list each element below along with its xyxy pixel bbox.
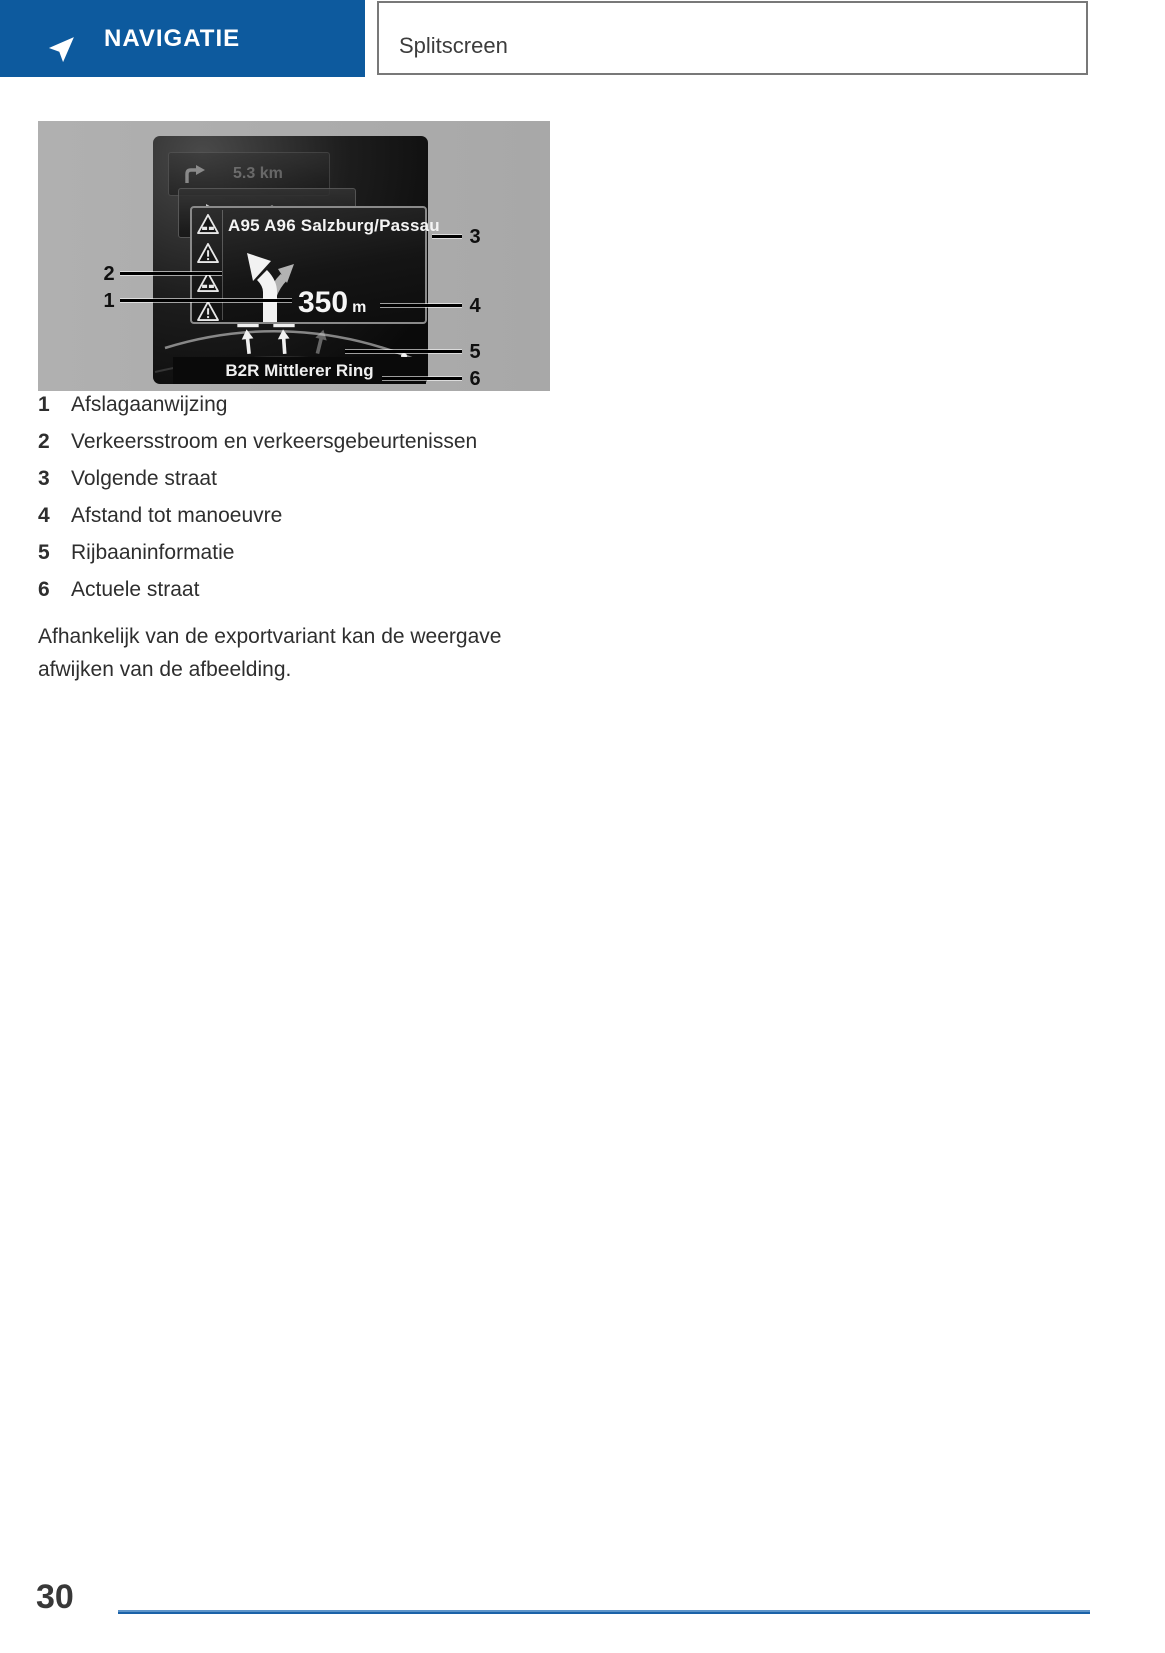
section-box: [377, 1, 1088, 75]
lane-arrow-icon: [309, 324, 331, 356]
legend-item-label: Rijbaaninformatie: [71, 540, 235, 564]
traffic-warning-column: [194, 210, 223, 320]
legend-item: [38, 386, 558, 423]
legend-item-number: 1: [38, 392, 50, 416]
legend-item: [38, 460, 558, 497]
legend-item-label: Afslagaanwijzing: [71, 392, 228, 416]
legend-list: [38, 386, 558, 608]
callout-4: 4: [469, 295, 481, 317]
nav-display-screen: [153, 136, 440, 384]
legend-item-number: 6: [38, 577, 50, 601]
callout-line-1: [120, 299, 292, 302]
callout-1: 1: [103, 290, 115, 312]
section-title: Splitscreen: [399, 33, 508, 58]
legend-item: [38, 571, 558, 608]
callout-line-4: [380, 304, 462, 307]
legend-item-number: 4: [38, 503, 50, 527]
current-street-label: B2R Mittlerer Ring: [225, 360, 374, 380]
legend-item-number: 2: [38, 429, 50, 453]
lane-arrow-icon: [237, 324, 259, 356]
footer-rule: [118, 1610, 1090, 1614]
callout-6: 6: [469, 368, 481, 390]
callout-line-6: [382, 377, 462, 380]
next-street-label: A95 A96 Salzburg/Passau: [228, 216, 440, 235]
lane-arrow-icon: [273, 324, 295, 356]
turn-right-icon: [183, 165, 207, 183]
legend-item: [38, 497, 558, 534]
legend-item-label: Actuele straat: [71, 577, 200, 601]
legend-item-label: Volgende straat: [71, 466, 217, 490]
export-variant-note: Afhankelijk van de exportvariant kan de weergave afwijken van de afbeelding.: [38, 625, 502, 681]
callout-2: 2: [103, 263, 115, 285]
legend-item-number: 3: [38, 466, 50, 490]
warning-triangle-icon: [197, 243, 219, 263]
distance-unit: m: [352, 299, 367, 316]
legend-item: [38, 423, 558, 460]
maneuver-distance: 5.3 km: [233, 165, 283, 182]
page-number: 30: [36, 1578, 74, 1616]
junction-arrow-icon: [234, 244, 302, 322]
navigation-arrow-icon: [48, 31, 80, 63]
callout-5: 5: [469, 341, 481, 363]
nav-splitscreen-figure: [38, 121, 550, 391]
legend-item-label: Afstand tot manoeuvre: [71, 503, 283, 527]
distance-value: 350: [298, 286, 349, 319]
callout-line-3: [432, 235, 462, 238]
distance-to-maneuver: [298, 286, 366, 320]
traffic-warning-icon: [197, 214, 219, 234]
callout-3: 3: [469, 226, 481, 248]
callout-line-2: [120, 272, 222, 275]
chapter-title: NAVIGATIE: [104, 24, 241, 52]
chapter-tab: [0, 0, 365, 77]
warning-triangle-icon: [197, 301, 219, 321]
lane-information: [237, 324, 331, 356]
callout-line-5: [345, 350, 462, 353]
legend-item: [38, 534, 558, 571]
legend-item-number: 5: [38, 540, 50, 564]
legend-item-label: Verkeersstroom en verkeersgebeurtenissen: [71, 429, 478, 453]
traffic-warning-icon: [197, 272, 219, 292]
